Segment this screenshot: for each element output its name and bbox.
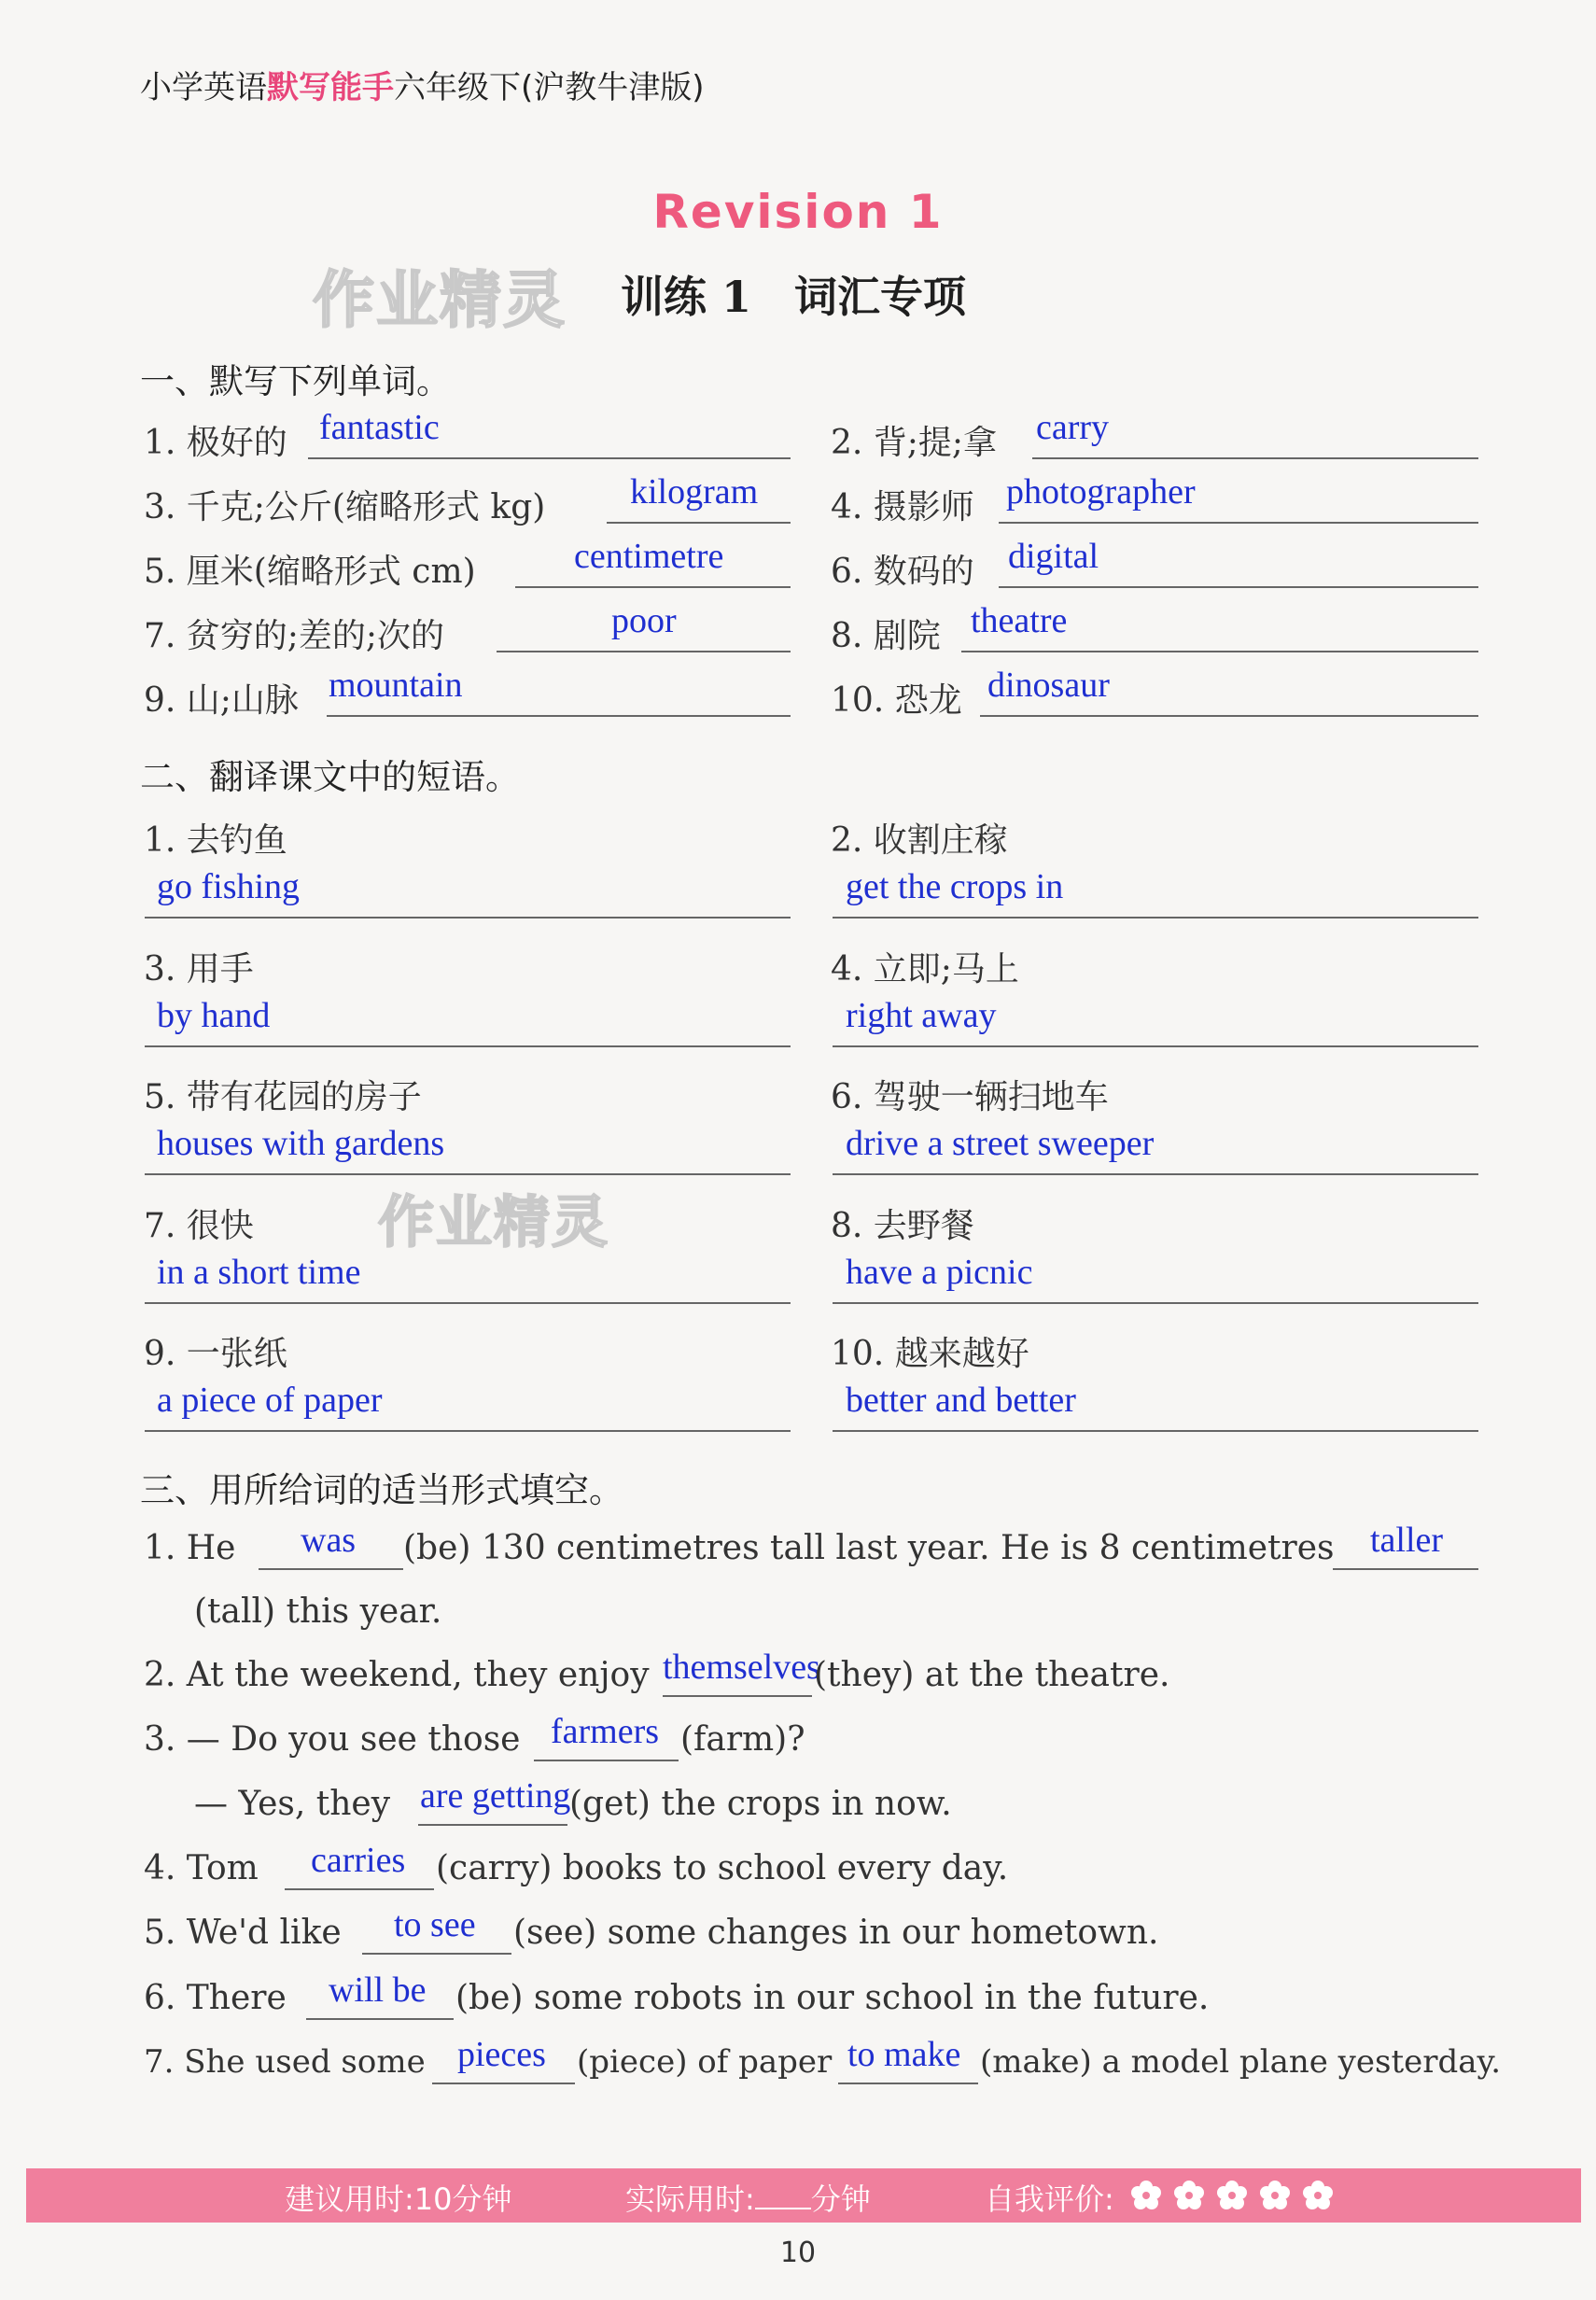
s2-a2: get the crops in [846,867,1064,906]
section1-heading: 一、默写下列单词。 [140,361,451,401]
watermark: 作业精灵 [378,1190,609,1255]
section3-heading: 三、用所给词的适当形式填空。 [140,1470,623,1510]
flower-icon[interactable] [1301,2179,1335,2212]
answer-line [961,651,1478,652]
s1-q6: 6. 数码的 [831,553,974,591]
section2-heading: 二、翻译课文中的短语。 [140,757,520,797]
answer-line [418,1824,567,1826]
answer-line [362,1953,511,1955]
s2-q2: 2. 收割庄稼 [831,821,1008,860]
self-rating-label: 自我评价: [985,2181,1114,2217]
s2-a7: in a short time [157,1253,361,1292]
answer-line [145,1173,791,1175]
answer-line [515,586,791,588]
answer-line [833,1045,1478,1047]
answer-line [1333,1568,1478,1570]
s3-q1-part1: 1. He [144,1529,236,1567]
header-brand: 默写能手 [267,69,394,106]
answer-line [980,715,1478,717]
watermark: 作业精灵 [313,264,567,336]
s3-q7-part2: (piece) of paper [577,2043,833,2081]
answer-line [327,715,791,717]
s2-q9: 9. 一张纸 [144,1335,287,1373]
s3-q4-part1: 4. Tom [144,1849,259,1887]
s1-a1: fantastic [319,408,440,447]
s3-a5: to see [394,1905,476,1944]
s2-q6: 6. 驾驶一辆扫地车 [831,1078,1109,1116]
s1-q5: 5. 厘米(缩略形式 cm) [144,553,476,591]
page-title: Revision 1 [652,185,944,239]
s1-q9: 9. 山;山脉 [144,681,299,720]
book-header [140,62,705,107]
s3-a1: was [301,1521,357,1560]
actual-time-unit: 分钟 [810,2181,871,2217]
s3-a6: will be [329,1970,427,2010]
s2-a1: go fishing [157,867,301,906]
s1-a4: photographer [1006,472,1196,512]
flower-icon[interactable] [1172,2179,1206,2212]
s3-q2-part2: (they) at the theatre. [814,1656,1170,1694]
s3-a3: farmers [551,1712,660,1751]
s1-q2: 2. 背;提;拿 [831,424,998,462]
s3-a7: pieces [457,2035,546,2074]
s2-a5: houses with gardens [157,1124,445,1163]
s3-q3-part4: (get) the crops in now. [569,1785,952,1823]
s1-a8: theatre [971,601,1068,640]
s3-q3-part1: 3. — Do you see those [144,1720,521,1759]
s3-q5-part2: (see) some changes in our hometown. [513,1914,1159,1952]
s3-q1-part3: (tall) this year. [194,1592,442,1631]
answer-line [607,522,791,524]
s1-q7: 7. 贫穷的;差的;次的 [144,617,445,655]
s1-a9: mountain [329,666,463,705]
s2-a6: drive a street sweeper [846,1124,1155,1163]
answer-line [285,1888,434,1890]
s2-a10: better and better [846,1381,1076,1420]
s3-q2-part1: 2. At the weekend, they enjoy [144,1656,650,1694]
s3-a7b: to make [847,2035,961,2074]
answer-line [1032,457,1478,459]
s1-a5: centimetre [574,537,724,576]
answer-line [999,586,1478,588]
s3-q3-part3: — Yes, they [194,1785,391,1823]
s2-q5: 5. 带有花园的房子 [144,1078,422,1116]
s3-q3-part2: (farm)? [680,1720,805,1759]
flower-icon[interactable] [1215,2179,1249,2212]
s1-a6: digital [1008,537,1099,576]
s1-q10: 10. 恐龙 [831,681,962,720]
answer-line [145,917,791,919]
answer-line [999,522,1478,524]
s1-a7: poor [611,601,677,640]
answer-line [432,2083,575,2084]
s2-q4: 4. 立即;马上 [831,950,1019,989]
s2-a4: right away [846,996,997,1035]
s3-a3b: are getting [420,1776,571,1816]
header-suffix: 六年级下(沪教牛津版) [394,69,705,106]
s2-q10: 10. 越来越好 [831,1335,1029,1373]
s1-a10: dinosaur [987,666,1110,705]
page-number: 10 [779,2237,817,2269]
answer-line [308,457,791,459]
answer-line [663,1695,812,1697]
s3-a1b: taller [1370,1521,1444,1560]
s2-a9: a piece of paper [157,1381,383,1420]
s1-a3: kilogram [630,472,759,512]
suggested-time: 建议用时:10分钟 [285,2181,512,2217]
s3-q4-part2: (carry) books to school every day. [436,1849,1009,1887]
s3-q1-part2: (be) 130 centimetres tall last year. He is 8 centimetres [403,1529,1335,1567]
answer-line [259,1568,403,1570]
answer-line [838,2083,978,2084]
answer-line [833,1430,1478,1432]
answer-line [833,917,1478,919]
s3-a4: carries [311,1841,406,1880]
s3-q5-part1: 5. We'd like [144,1914,342,1952]
s2-q1: 1. 去钓鱼 [144,821,287,860]
s3-q7-part3: (make) a model plane yesterday. [980,2043,1502,2081]
s2-a8: have a picnic [846,1253,1033,1292]
answer-line [534,1760,679,1761]
flower-icon[interactable] [1129,2179,1163,2212]
answer-line [306,2018,454,2020]
s3-q6-part2: (be) some robots in our school in the future. [455,1979,1210,2017]
flower-icon[interactable] [1258,2179,1292,2212]
header-prefix: 小学英语 [140,69,267,106]
s1-q1: 1. 极好的 [144,424,287,462]
answer-line [833,1302,1478,1304]
s1-q8: 8. 剧院 [831,617,941,655]
answer-line [145,1045,791,1047]
answer-line [145,1302,791,1304]
s3-q7-part1: 7. She used some [144,2043,426,2081]
page-subtitle: 训练 1 词汇专项 [621,272,967,322]
s2-q8: 8. 去野餐 [831,1207,974,1245]
answer-line [145,1430,791,1432]
answer-line [833,1173,1478,1175]
actual-time [625,2176,871,2219]
s1-q4: 4. 摄影师 [831,488,974,526]
actual-time-blank [755,2183,811,2209]
s2-q3: 3. 用手 [144,950,254,989]
s1-a2: carry [1036,408,1110,447]
s2-a3: by hand [157,996,271,1035]
s1-q3: 3. 千克;公斤(缩略形式 kg) [144,488,546,526]
s2-q7: 7. 很快 [144,1207,254,1245]
s3-q6-part1: 6. There [144,1979,287,2017]
answer-line [497,651,791,652]
s3-a2: themselves [663,1648,820,1687]
actual-time-label: 实际用时: [625,2181,755,2217]
